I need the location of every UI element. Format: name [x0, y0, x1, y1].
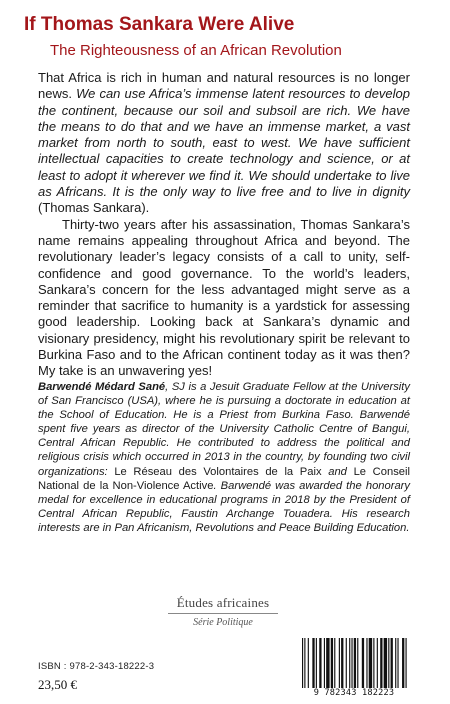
barcode-bar — [346, 638, 347, 690]
quote-attribution: (Thomas Sankara). — [38, 200, 150, 216]
barcode-bar — [319, 638, 321, 690]
barcode-digits: 9 782343 182223 — [298, 688, 410, 698]
barcode-bar — [380, 638, 382, 690]
barcode-bar — [395, 638, 396, 690]
barcode-bar — [402, 638, 404, 690]
back-cover-blurb — [38, 70, 410, 380]
barcode-bar — [406, 638, 407, 690]
barcode-bar — [326, 638, 329, 690]
barcode-bar — [362, 638, 364, 690]
barcode-bar — [331, 638, 333, 690]
price: 23,50 € — [38, 677, 77, 692]
author-bio — [38, 380, 410, 535]
author-bio-part-a: , SJ is a Jesuit Graduate Fellow at the University of San Francisco (USA), where he is pursuing a doctorate in education at the School of Education. He is a Priest from Burkina Faso. Barwendé spent five years as director of the University Catholic Centre of Bangui, Central African Republic. He contributed to address the political and religious crisis which occurred in 2013 in the country, by founding two civil organizations: — [38, 381, 410, 478]
barcode-bar — [373, 638, 374, 690]
barcode-bar — [384, 638, 387, 690]
series-subseries: Série Politique — [193, 617, 253, 628]
isbn: ISBN : 978-2-343-18222-3 — [38, 661, 155, 672]
barcode-bar — [388, 638, 389, 690]
barcode-bar — [357, 638, 358, 690]
barcode-bar — [308, 638, 309, 690]
barcode-bar — [304, 638, 305, 690]
barcode-bar — [341, 638, 343, 690]
author-bio-part-b: . Barwendé was awarded the honorary medal for excellence in educational programs in 2018 by the President of Central African Republic, Faustin Archange Touadera. His research interests are in Pan Africanism, Revolutions and Peace Building Education. — [38, 479, 410, 534]
barcode-bar — [302, 638, 303, 690]
series-name: Études africaines — [176, 595, 270, 610]
author-bio-and: and — [321, 465, 354, 478]
barcode-bar — [316, 638, 317, 690]
barcode-bar — [391, 638, 393, 690]
blurb-paragraph-1 — [38, 70, 410, 217]
blurb-paragraph-2: Thirty-two years after his assassination, Thomas Sankara’s name remains appealing throughout Africa and beyond. The revolutionary leader’s legacy consists of a call to unity, self-confidence and good governance. To the world’s leaders, Sankara’s concern for the less advantaged might serve as a reminder that sacrifice to humanity is a yardstick for assessing good leadership. Looking back at Sankara’s dynamic and visionary presidency, might his revolutionary spirit be relevant to Burkina Faso and to the African continent today as it was then? My take is an unwavering yes! — [38, 216, 410, 379]
barcode-bar — [369, 638, 372, 690]
barcode-bar — [377, 638, 378, 690]
barcode-bars — [298, 638, 410, 690]
barcode-bar — [349, 638, 350, 690]
book-subtitle: The Righteousness of an African Revolution — [50, 42, 342, 59]
blurb-intro: That Africa is rich in human and natural resources is no longer news. — [38, 70, 410, 102]
barcode-bar — [354, 638, 356, 690]
barcode — [298, 638, 410, 698]
author-name: Barwendé Médard Sané — [38, 381, 166, 393]
barcode-bar — [339, 638, 340, 690]
barcode-bar — [334, 638, 335, 690]
barcode-bar — [351, 638, 352, 690]
author-bio-paragraph — [38, 380, 410, 535]
barcode-bar — [397, 638, 398, 690]
barcode-bar — [324, 638, 325, 690]
book-title: If Thomas Sankara Were Alive — [24, 14, 295, 35]
barcode-bar — [366, 638, 367, 690]
series-divider — [168, 613, 278, 614]
organization-1: Le Réseau des Volontaires de la Paix — [114, 465, 322, 478]
sankara-quote: We can use Africa’s immense latent resources to develop the continent, because our soil and subsoil are rich. We have the means to do that and we have an immense market, a vast market from north to south, east to west. We have sufficient intellectual capacities to create technology and science, or at least to adopt it wherever we find it. We should undertake to live as Africans. It is the only way to live free and to live in dignity — [38, 86, 410, 200]
organization-2: Le Conseil National de la Non-Violence Active — [38, 465, 410, 492]
series-logo — [158, 595, 288, 629]
barcode-bar — [312, 638, 314, 690]
